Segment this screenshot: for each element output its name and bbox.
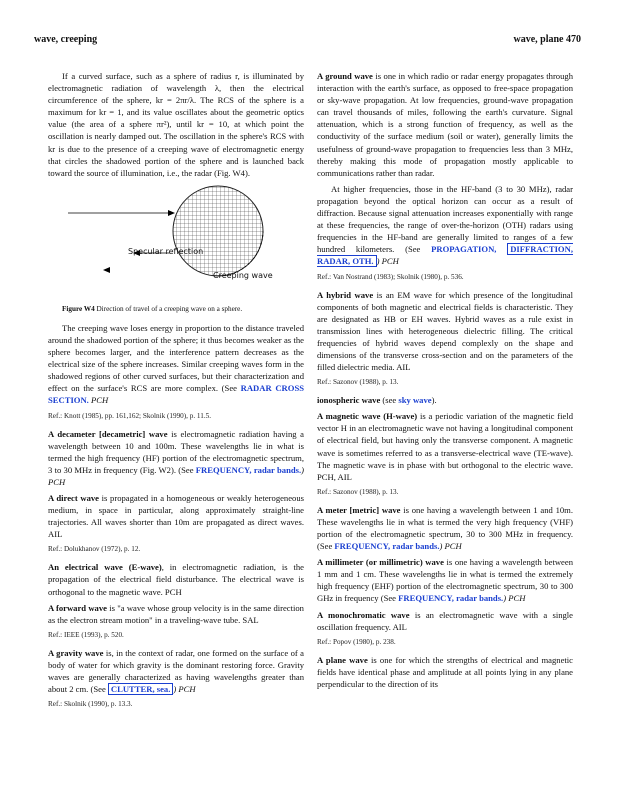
entry-direct-wave: A direct wave is propagated in a homogeneous or weakly heterogeneous medium, in space in particular, along approximately straight-line trajectories. All waves shorter than 10m are propagated as direct waves. AIL — [48, 492, 304, 540]
reference: Ref.: Dolukhanov (1972), p. 12. — [48, 545, 141, 554]
entry-ionospheric-wave: ionospheric wave (see sky wave). — [317, 395, 437, 406]
figure-caption — [62, 304, 304, 314]
reference: Ref.: Knott (1985), pp. 161,162; Skolnik (1990), p. 11.5. — [48, 411, 212, 420]
link-clutter-sea[interactable]: CLUTTER, sea. — [108, 683, 173, 695]
header-right: wave, plane 470 — [513, 34, 581, 45]
left-column — [48, 70, 304, 716]
reference: Ref.: Popov (1980), p. 238. — [317, 637, 396, 646]
sphere — [173, 186, 263, 276]
entry-meter-wave: A meter [metric] wave is one having a wavelength between 1 and 10m. These wavelengths lie in what is termed the very high frequency (VHF) portion of the electromagnetic spectrum, 30 to 300 MHz in frequency. (See FREQUENCY, radar bands.) PCH — [317, 504, 573, 552]
entry-forward-wave: A forward wave is "a wave whose group velocity is in the same direction as the electron stream motion" in a traveling-wave tube. SAL — [48, 602, 304, 625]
entry-plane-wave: A plane wave is one for which the strengths of electrical and magnetic fields have identical phase and amplitude at all points lying in any plane perpendicular to the direction of its — [317, 654, 573, 689]
right-column — [317, 70, 573, 694]
label-creeping: Creeping wave — [213, 270, 273, 280]
label-specular: Specular reflection — [128, 246, 204, 256]
entry-decameter-wave: A decameter [decametric] wave is electromagnetic radiation having a wavelength between 10 and 100m. These wavelengths lie in what is termed the high frequency (HF) portion of the electromagnetic spectrum, 3 to 30 MHz in frequency (Fig. W2). (See FREQUENCY, radar bands.) PCH — [48, 428, 304, 487]
arrow-icon — [168, 210, 175, 216]
caption-label: Figure W4 — [62, 304, 95, 313]
page-header — [34, 34, 581, 48]
paragraph-intro: If a curved surface, such as a sphere of radius r, is illuminated by electromagnetic radiation of wavelength λ, then the electrical circumference of the sphere, kr = 2πr/λ. The RCS of the sphere is a maximum for kr = 1, and its value oscillates about the geometric optics value (the area of a sphere πr²), until kr = 10, at which point the oscillation is nearly damped out. The oscillation in the sphere's RCS with kr is due to the presence of a creeping wave of electromagnetic energy that circles the shadowed portion of the sphere and is launched back toward the source of illumination, i.e., the radar (Fig. W4). — [48, 71, 304, 178]
arrow-icon — [103, 267, 110, 273]
paragraph-creeping: The creeping wave loses energy in proportion to the distance traveled around the shadowed portion of the sphere; it thus becomes weaker as the sphere becomes larger, and the interference pattern decreases as the electrical size of the sphere increases. Similar creeping waves form in the shadowed regions of other curved surfaces, but their characterization and effect on the surface's RCS are more complex. (See RADAR CROSS SECTION. PCH — [48, 322, 304, 406]
link-frequency-radar-bands[interactable]: FREQUENCY, radar bands. — [195, 464, 302, 475]
link-frequency-radar-bands[interactable]: FREQUENCY, radar bands. — [398, 593, 504, 604]
link-frequency-radar-bands[interactable]: FREQUENCY, radar bands. — [334, 541, 440, 552]
entry-gravity-wave: A gravity wave is, in the context of radar, one formed on the surface of a body of water for which gravity is the dominant restoring force. Gravity waves are generally characterized as having wavelengths greater than about 2 cm. (See CLUTTER, sea. ) PCH — [48, 647, 304, 695]
entry-monochromatic-wave: A monochromatic wave is an electromagnetic wave with a single oscillation frequency. AIL — [317, 609, 573, 632]
caption-text: Direction of travel of a creeping wave on a sphere. — [96, 304, 243, 313]
header-left: wave, creeping — [34, 34, 98, 45]
reference: Ref.: Skolnik (1990), p. 13.3. — [48, 700, 133, 709]
entry-electrical-wave: An electrical wave (E-wave), in electromagnetic radiation, is the propagation of the electrical field disturbance. The electrical wave is orthogonal to the magnetic wave. PCH — [48, 562, 304, 597]
link-diffraction-radar-oth[interactable]: DIFFRACTION, RADAR, OTH. — [317, 244, 573, 267]
reference: Ref.: Van Nostrand (1983); Skolnik (1980), p. 536. — [317, 272, 464, 281]
link-propagation[interactable]: PROPAGATION, — [431, 244, 497, 255]
paragraph-ground-hf: At higher frequencies, those in the HF-band (3 to 30 MHz), radar propagation beyond the optical horizon can occur as a result of diffraction. Because signal attenuation increases exponentially with range at these frequencies, the range of over-the-horizon (OTH) radars using frequencies in the HF-band are generally limited to ranges of a few hundred kilometers. (See PROPAGATION, DIFFRACTION, RADAR, OTH. ) PCH — [317, 183, 573, 267]
entry-magnetic-wave: A magnetic wave (H-wave) is a periodic variation of the magnetic field vector H in an electromagnetic wave not having a longitudinal component of electrical field, but having only the transverse component. A magnetic wave is sometimes referred to as a transverse-electrical wave (TE-wave). The magnetic wave is in phase with but orthogonal to the electric wave. PCH, AIL — [317, 411, 573, 482]
link-sky-wave[interactable]: sky wave — [398, 395, 432, 406]
entry-ground-wave: A ground wave is one in which radio or radar energy propagates through interaction with the earth's surface, as opposed to free-space propagation or sky-wave propagation. At low frequencies, ground-wave propagation can travel thousands of miles, following the earth's curvature. Signal attenuation, which is a strong function of frequency, as well as the conductivity of the surface medium (soil or water), generally limits the usefulness of ground-wave propagation to frequencies less than 3 MHz, thereby making this mode of propagation mostly applicable to communications rather than radar. — [317, 71, 573, 178]
reference: Ref.: Sazonov (1988), p. 13. — [317, 487, 399, 496]
reference: Ref.: IEEE (1993), p. 520. — [48, 630, 124, 639]
entry-millimeter-wave: A millimeter (or millimetric) wave is one having a wavelength between 1 mm and 1 cm. These wavelengths lie in what is termed the extremely high frequency (EHF) portion of the electromagnetic spectrum, 30 to 300 GHz in frequency (See FREQUENCY, radar bands.) PCH — [317, 557, 573, 604]
entry-hybrid-wave: A hybrid wave is an EM wave for which presence of the longitudinal components of both magnetic and electrical fields is characteristic. They are designated as HB or EH waves. Hybrid waves as a rule exist in transmission lines with heterogeneous dielectric filling. The critical frequencies of hybrid waves depend complexly on the shape and dimensions of the transverse cross-section and on the parameters of the filled dielectric media. AIL — [317, 289, 574, 373]
link-radar-cross-section[interactable]: RADAR CROSS SECTION. — [48, 383, 304, 406]
figure-w4 — [48, 183, 304, 298]
reference: Ref.: Sazonov (1988), p. 13. — [317, 378, 399, 387]
